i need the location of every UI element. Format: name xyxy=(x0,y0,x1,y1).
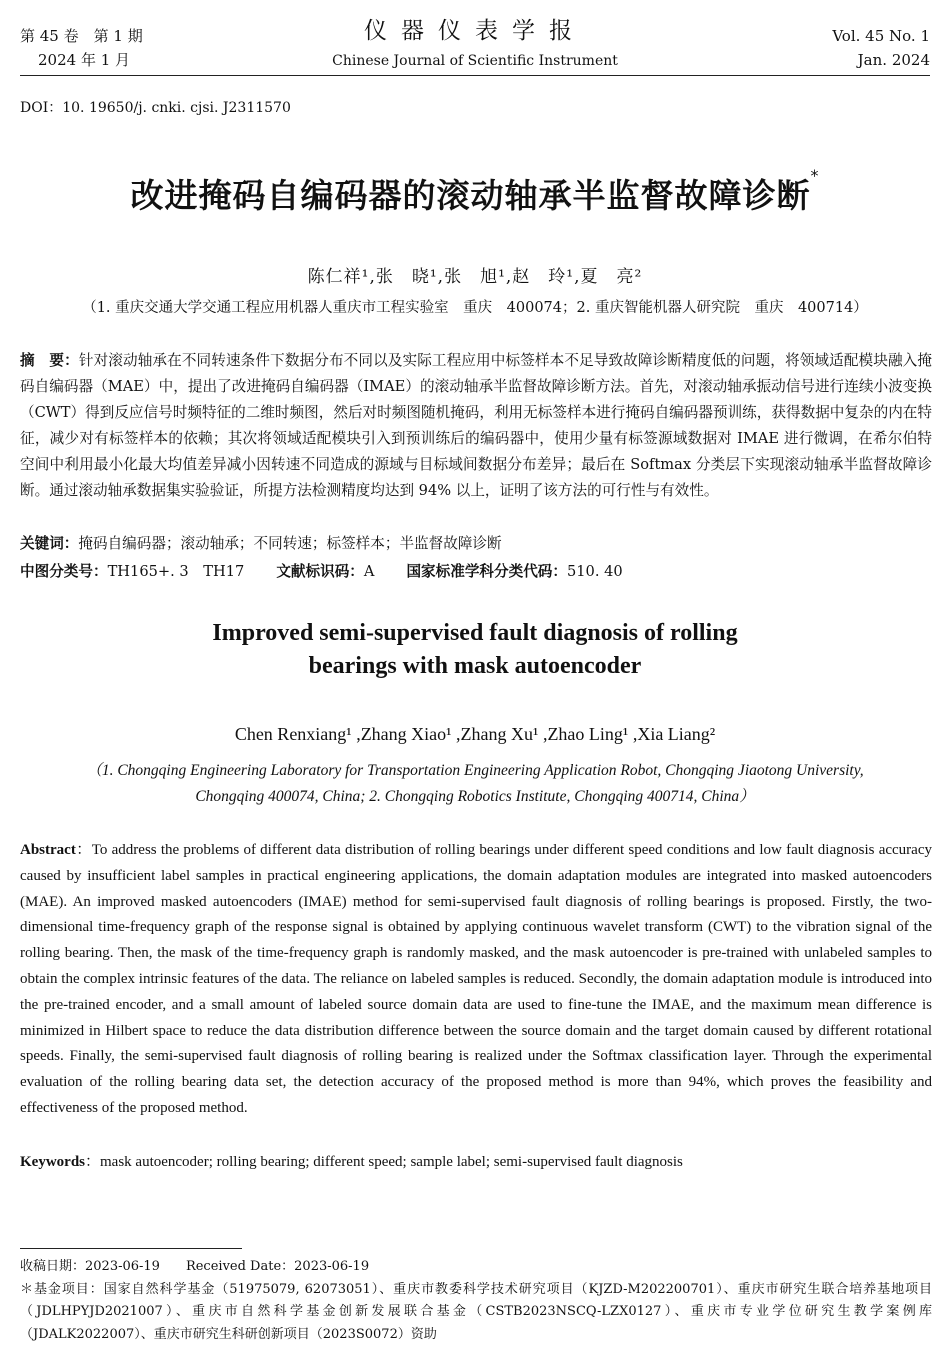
doc-code-label: 文献标识码： xyxy=(276,563,364,580)
header-center xyxy=(0,16,950,72)
title-en-line1: Improved semi-supervised fault diagnosis of rolling xyxy=(212,620,738,646)
volume-issue-en: Vol. 45 No. 1 xyxy=(832,27,930,45)
keywords-en-label: Keywords xyxy=(20,1154,85,1170)
title-zh xyxy=(0,166,950,217)
header-rule xyxy=(20,75,930,76)
journal-name-zh: 仪器仪表学报 xyxy=(364,18,586,44)
keywords-zh-label: 关键词： xyxy=(20,535,79,552)
footnotes xyxy=(20,1256,932,1346)
title-en-line2: bearings with mask autoencoder xyxy=(308,653,642,679)
footnote-rule xyxy=(20,1248,242,1249)
abstract-zh xyxy=(20,348,932,504)
keywords-en-text: ：mask autoencoder; rolling bearing; different speed; sample label; semi-supervised fault diagnosis xyxy=(85,1154,683,1170)
std-code-value: 510. 40 xyxy=(566,563,623,580)
title-zh-footnote-mark: * xyxy=(810,166,820,185)
affiliation-en xyxy=(50,758,900,810)
abstract-en-label: Abstract xyxy=(20,842,76,858)
date-en: Jan. 2024 xyxy=(857,51,930,69)
title-zh-text: 改进掩码自编码器的滚动轴承半监督故障诊断 xyxy=(130,176,811,215)
keywords-zh-text: 掩码自编码器；滚动轴承；不同转速；标签样本；半监督故障诊断 xyxy=(78,535,502,552)
abstract-zh-label: 摘 要： xyxy=(20,352,79,369)
abstract-en xyxy=(20,838,932,1122)
clc-value: TH165+. 3 TH17 xyxy=(107,563,245,580)
abstract-en-text: ：To address the problems of different data distribution of rolling bearings under different speed conditions and low fault diagnosis accuracy caused by insufficient label samples in practical engineering applications, the domain adaptation modules are integrated into masked autoencoders (MAE). An improved masked autoencoders (IMAE) method for semi-supervised fault diagnosis of rolling bearings is proposed. Firstly, the two-dimensional time-frequency graph of the response signal is obtained by applying continuous wavelet transform (CWT) to the vibration signal of the rolling bearing. Then, the mask of the time-frequency graph is randomly masked, and the mask autoencoder is pre-trained with unlabeled samples to obtain the complex intrinsic features of the data. The reliance on labeled samples is reduced. Secondly, the domain adaptation module is introduced into the pre-trained encoder, and a small amount of labeled source domain data are used to fine-tune the IMAE, and the maximum mean difference is minimized in Hilbert space to reduce the data distribution difference between the source domain and the target domain caused by different rotational speeds. Finally, the semi-supervised fault diagnosis of rolling bearing is realized under the Softmax classification layer. Through the experimental evaluation of the rolling bearing data set, the detection accuracy of the proposed method is more than 94%, which proves the feasibility and effectiveness of the proposed method. xyxy=(20,842,932,1116)
doc-code-value: A xyxy=(363,563,375,580)
keywords-zh xyxy=(20,532,932,553)
classification-line xyxy=(20,560,932,581)
authors-en: Chen Renxiang¹ ,Zhang Xiao¹ ,Zhang Xu¹ ,Zhao Ling¹ ,Xia Liang² xyxy=(234,724,716,744)
received-date: 收稿日期：2023-06-19 Received Date：2023-06-19 xyxy=(20,1259,370,1274)
volume-issue-zh: 第 45 卷 第 1 期 xyxy=(20,27,143,45)
affiliation-en-line2: Chongqing 400074, China; 2. Chongqing Robotics Institute, Chongqing 400714, China） xyxy=(195,788,755,805)
std-code-label: 国家标准学科分类代码： xyxy=(406,563,567,580)
keywords-en xyxy=(20,1150,932,1171)
clc-label: 中图分类号： xyxy=(20,563,108,580)
authors-zh: 陈仁祥¹,张 晓¹,张 旭¹,赵 玲¹,夏 亮² xyxy=(307,267,643,287)
header-right xyxy=(832,24,930,72)
journal-name-en: Chinese Journal of Scientific Instrument xyxy=(332,53,618,69)
abstract-zh-text: 针对滚动轴承在不同转速条件下数据分布不同以及实际工程应用中标签样本不足导致故障诊断精度低的问题，将领域适配模块融入掩码自编码器（MAE）中，提出了改进掩码自编码器（IMAE）的滚动轴承半监督故障诊断方法。首先，对滚动轴承振动信号进行连续小波变换（CWT）得到反应信号时频特征的二维时频图，然后对时频图随机掩码，利用无标签样本进行掩码自编码器预训练，获得数据中复杂的内在特征，减少对有标签样本的依赖；其次将领域适配模块引入到预训练后的编码器中，使用少量有标签源域数据对 IMAE 进行微调，在希尔伯特空间中利用最小化最大均值差异减小因转速不同造成的源域与目标域间数据分布差异；最后在 Softmax 分类层下实现滚动轴承半监督故障诊断。通过滚动轴承数据集实验验证，所提方法检测精度均达到 94% 以上，证明了该方法的可行性与有效性。 xyxy=(20,352,932,499)
doi: DOI：10. 19650/j. cnki. cjsi. J2311570 xyxy=(20,100,291,116)
date-zh: 2024 年 1 月 xyxy=(38,51,131,69)
affiliation-en-line1: （1. Chongqing Engineering Laboratory for Transportation Engineering Application Robot, Chongqing Jiaotong University, xyxy=(86,762,864,779)
title-en xyxy=(0,617,950,683)
funding-note: ＊基金项目：国家自然科学基金（51975079, 62073051）、重庆市教委科学技术研究项目（KJZD-M202200701）、重庆市研究生联合培养基地项目（JDLHPYJD2021007）、重庆市自然科学基金创新发展联合基金（CSTB2023NSCQ-LZX0127）、重庆市专业学位研究生教学案例库（JDALK2022007）、重庆市研究生科研创新项目（2023S0072）资助 xyxy=(20,1281,932,1342)
affiliation-zh: （1. 重庆交通大学交通工程应用机器人重庆市工程实验室 重庆 400074；2. 重庆智能机器人研究院 重庆 400714） xyxy=(82,300,868,316)
